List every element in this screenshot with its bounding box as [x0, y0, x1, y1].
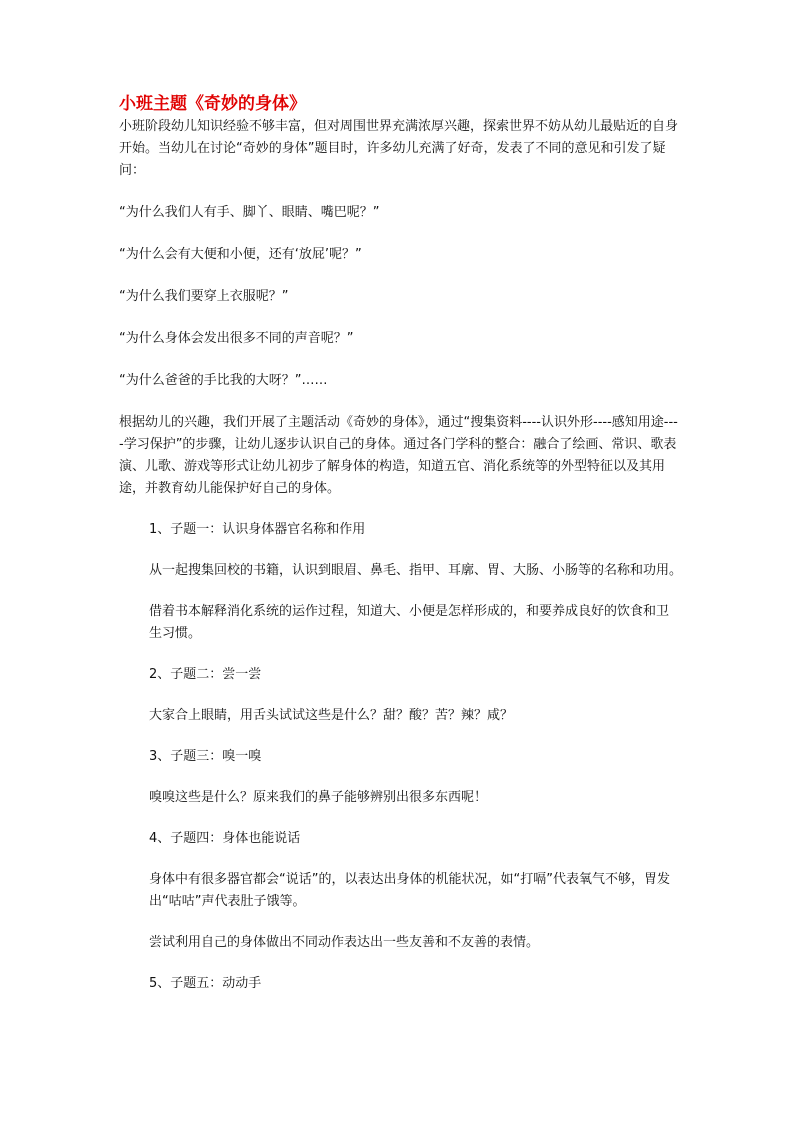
summary-paragraph: 根据幼儿的兴趣，我们开展了主题活动《奇妙的身体》，通过“搜集资料----认识外形----感知用途----学习保护”的步骤，让幼儿逐步认识自己的身体。通过各门学科的整合：融合了绘画、常识、歌表演、儿歌、游戏等形式让幼儿初步了解身体的构造，知道五官、消化系统等的外型特征以及其用途，并教育幼儿能保护好自己的身体。	[119, 415, 678, 496]
section-1-paragraph-1: 从一起搜集回校的书籍，认识到眼眉、鼻毛、指甲、耳廓、胃、大肠、小肠等的名称和功用。	[149, 563, 683, 578]
section-4-paragraph-1: 身体中有很多器官都会“说话”的，以表达出身体的机能状况，如“打嗝”代表氧气不够，胃发出“咕咕”声代表肚子饿等。	[149, 872, 670, 909]
question-2: “为什么会有大便和小便，还有‘放屁’呢？”	[119, 247, 362, 262]
section-2-heading: 2、子题二：尝一尝	[149, 667, 262, 682]
section-4-paragraph-2: 尝试利用自己的身体做出不同动作表达出一些友善和不友善的表情。	[149, 935, 540, 950]
question-5: “为什么爸爸的手比我的大呀？”……	[119, 373, 328, 388]
section-2-paragraph-1: 大家合上眼睛，用舌头试试这些是什么？甜？酸？苦？辣？咸？	[149, 708, 514, 723]
question-3: “为什么我们要穿上衣服呢？”	[119, 289, 289, 304]
section-1-heading: 1、子题一：认识身体器官名称和作用	[149, 522, 366, 537]
question-1: “为什么我们人有手、脚丫、眼睛、嘴巴呢？”	[119, 205, 380, 220]
section-1-paragraph-2: 借着书本解释消化系统的运作过程，知道大、小便是怎样形成的，和要养成良好的饮食和卫生习惯。	[149, 604, 670, 641]
section-4-heading: 4、子题四：身体也能说话	[149, 831, 301, 846]
section-3-paragraph-1: 嗅嗅这些是什么？原来我们的鼻子能够辨别出很多东西呢！	[149, 790, 488, 805]
document-title: 小班主题《奇妙的身体》	[119, 94, 306, 114]
section-3-heading: 3、子题三：嗅一嗅	[149, 749, 262, 764]
intro-paragraph: 小班阶段幼儿知识经验不够丰富，但对周围世界充满浓厚兴趣，探索世界不妨从幼儿最贴近的自身开始。当幼儿在讨论“奇妙的身体”题目时，许多幼儿充满了好奇，发表了不同的意见和引发了疑问：	[119, 119, 679, 178]
question-4: “为什么身体会发出很多不同的声音呢？”	[119, 331, 354, 346]
document-body	[119, 92, 683, 995]
section-5-heading: 5、子题五：动动手	[149, 976, 262, 991]
